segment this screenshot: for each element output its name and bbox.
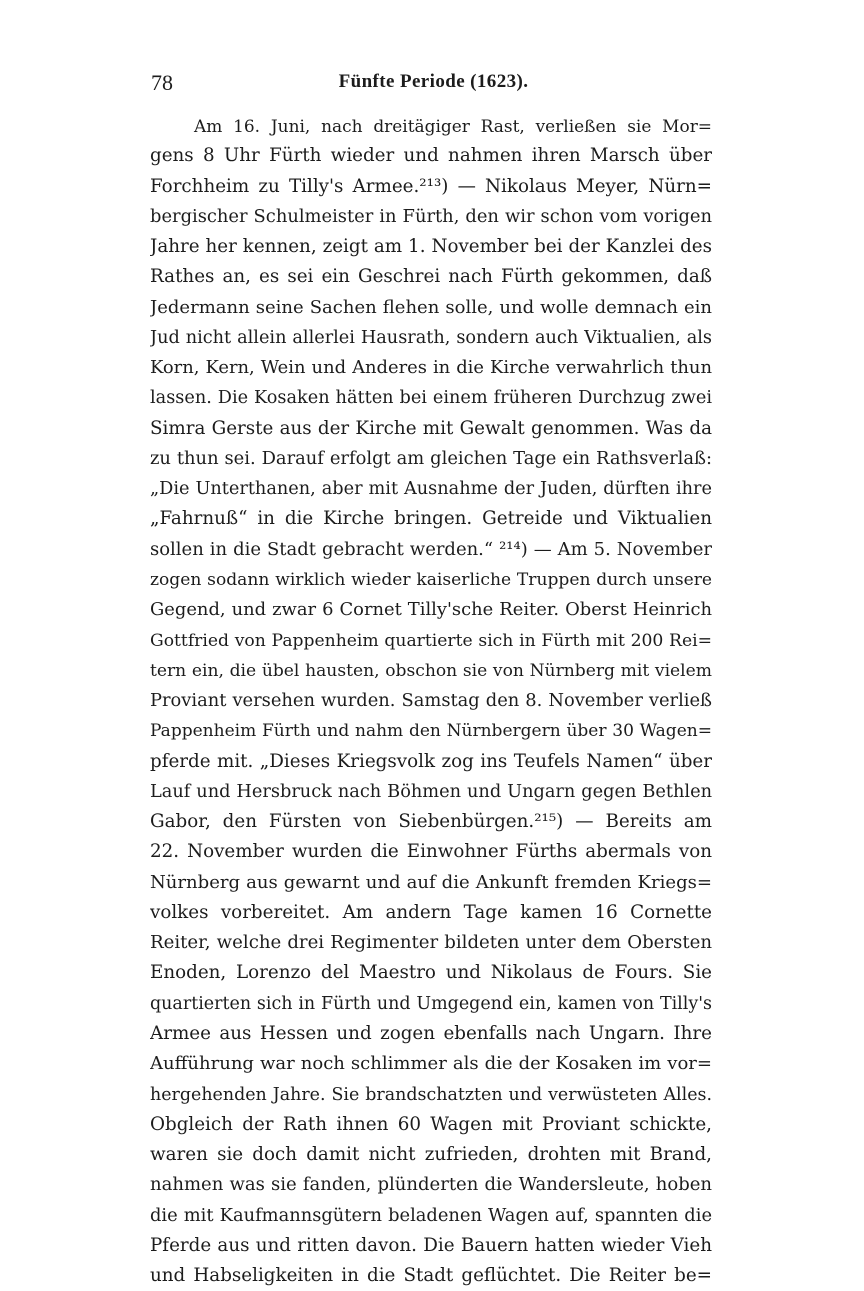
text-line: „Die Unterthanen, aber mit Ausnahme der Juden, dürften ihre [150, 479, 712, 500]
text-line: die mit Kaufmannsgütern beladenen Wagen auf, spannten die [150, 1204, 712, 1226]
text-line: tern ein, die übel hausten, obschon sie von Nürnberg mit vielem [150, 660, 712, 681]
text-line: Proviant versehen wurden. Samstag den 8. November verließ [150, 690, 712, 712]
text-line: zu thun sei. Darauf erfolgt am gleichen Tage ein Rathsverlaß: [150, 447, 712, 469]
text-line: und Habseligkeiten in die Stadt geflüchtet. Die Reiter be= [150, 1265, 712, 1287]
text-line: bergischer Schulmeister in Fürth, den wir schon vom vorigen [150, 205, 712, 227]
text-line: Obgleich der Rath ihnen 60 Wagen mit Proviant schickte, [150, 1113, 712, 1135]
text-line: Rathes an, es sei ein Geschrei nach Fürth gekommen, daß [150, 266, 712, 288]
text-line: lassen. Die Kosaken hätten bei einem früheren Durchzug zwei [150, 388, 712, 409]
text-line: Enoden, Lorenzo del Maestro und Nikolaus de Fours. Sie [150, 962, 712, 984]
running-title: Fünfte Periode (1623). [338, 71, 529, 92]
text-line: pferde mit. „Dieses Kriegsvolk zog ins Teufels Namen“ über [150, 750, 712, 772]
text-line: Nürnberg aus gewarnt und auf die Ankunft fremden Kriegs= [150, 871, 712, 893]
text-line: Korn, Kern, Wein und Anderes in die Kirche verwahrlich thun [150, 357, 712, 379]
text-line: Lauf und Hersbruck nach Böhmen und Ungarn gegen Bethlen [150, 781, 712, 802]
text-line: Am 16. Juni, nach dreitägiger Rast, verließen sie Mor= [194, 116, 712, 136]
text-line: Gegend, und zwar 6 Cornet Tilly'sche Reiter. Oberst Heinrich [150, 599, 712, 621]
text-line: hergehenden Jahre. Sie brandschatzten und verwüsteten Alles. [150, 1084, 712, 1105]
text-line: Forchheim zu Tilly's Armee.²¹³) — Nikolaus Meyer, Nürn= [150, 175, 712, 197]
text-line: Aufführung war noch schlimmer als die der Kosaken im vor= [150, 1053, 712, 1075]
text-line: Armee aus Hessen und zogen ebenfalls nach Ungarn. Ihre [150, 1022, 712, 1044]
text-line: volkes vorbereitet. Am andern Tage kamen 16 Cornette [150, 901, 712, 923]
page-number: 78 [151, 70, 173, 95]
text-line: gens 8 Uhr Fürth wieder und nahmen ihren Marsch über [150, 145, 712, 167]
body-text [150, 111, 712, 1291]
text-line: Gabor, den Fürsten von Siebenbürgen.²¹⁵) — Bereits am [150, 811, 712, 833]
text-line: waren sie doch damit nicht zufrieden, drohten mit Brand, [150, 1144, 712, 1166]
text-line: sollen in die Stadt gebracht werden.“ ²¹⁴) — Am 5. November [150, 538, 712, 560]
text-line: Jedermann seine Sachen flehen solle, und wolle demnach ein [150, 296, 712, 318]
text-line: Jahre her kennen, zeigt am 1. November bei der Kanzlei des [150, 236, 712, 258]
text-line: Gottfried von Pappenheim quartierte sich in Fürth mit 200 Rei= [150, 630, 712, 651]
text-line: zogen sodann wirklich wieder kaiserliche Truppen durch unsere [150, 569, 712, 590]
text-line: Pferde aus und ritten davon. Die Bauern hatten wieder Vieh [150, 1234, 712, 1256]
page-header [151, 64, 711, 104]
text-line: quartierten sich in Fürth und Umgegend ein, kamen von Tilly's [150, 993, 712, 1014]
text-line: 22. November wurden die Einwohner Fürths abermals von [150, 841, 712, 863]
text-line: Simra Gerste aus der Kirche mit Gewalt genommen. Was da [150, 417, 712, 439]
text-line: nahmen was sie fanden, plünderten die Wandersleute, hoben [150, 1174, 712, 1196]
text-line: Jud nicht allein allerlei Hausrath, sondern auch Viktualien, als [150, 327, 712, 348]
text-line: „Fahrnuß“ in die Kirche bringen. Getreide und Viktualien [150, 508, 712, 530]
text-line: Pappenheim Fürth und nahm den Nürnbergern über 30 Wagen= [150, 721, 712, 742]
text-line: Reiter, welche drei Regimenter bildeten unter dem Obersten [150, 932, 712, 954]
